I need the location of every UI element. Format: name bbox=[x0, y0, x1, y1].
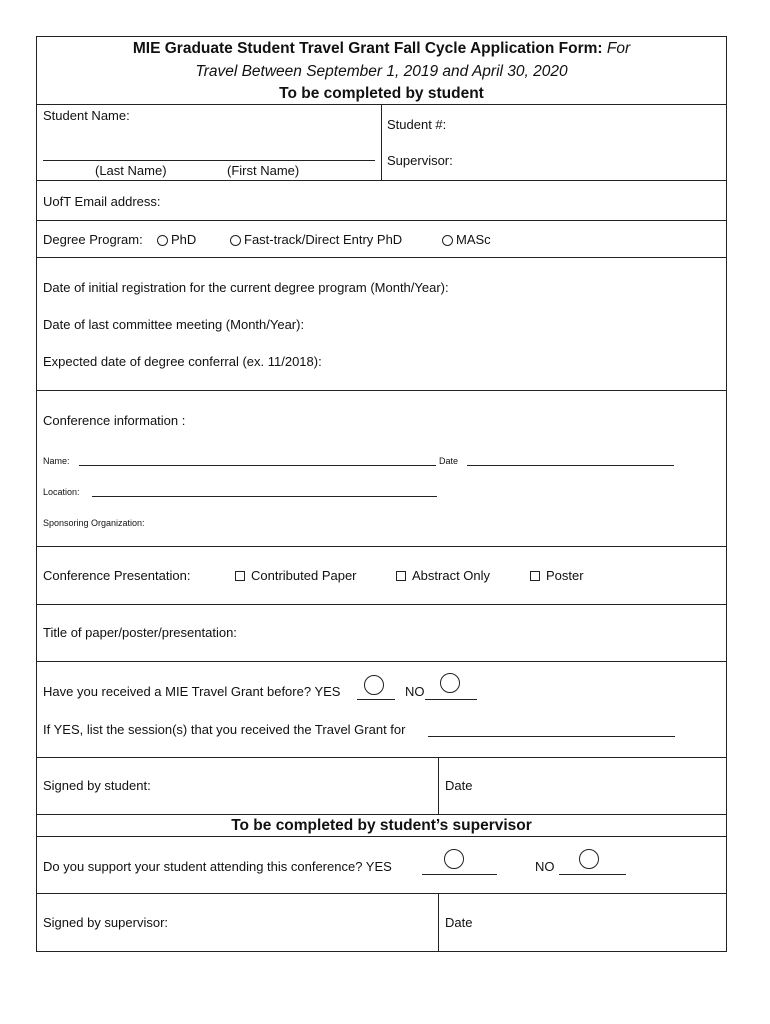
conference-name-label: Name: bbox=[43, 456, 70, 466]
conference-location-field[interactable] bbox=[92, 496, 437, 497]
presentation-label: Conference Presentation: bbox=[43, 568, 191, 583]
checkbox-icon bbox=[530, 571, 540, 581]
supervisor-yes-line bbox=[422, 874, 497, 875]
first-name-label: (First Name) bbox=[227, 163, 300, 178]
supervisor-support-question: Do you support your student attending this conference? YES bbox=[43, 859, 392, 874]
section-heading-supervisor: To be completed by student’s supervisor bbox=[231, 817, 532, 834]
presentation-option-abstract-only[interactable] bbox=[396, 568, 490, 584]
degree-option-phd[interactable] bbox=[157, 232, 196, 248]
supervisor-label: Supervisor: bbox=[387, 153, 453, 168]
dates-row bbox=[37, 258, 726, 391]
supervisor-signature-row bbox=[37, 894, 726, 952]
previous-grant-yes-radio[interactable] bbox=[364, 675, 384, 695]
radio-icon bbox=[157, 235, 168, 246]
supervisor-heading-row bbox=[37, 815, 726, 837]
previous-grant-sessions-field[interactable] bbox=[428, 736, 675, 737]
radio-icon bbox=[230, 235, 241, 246]
student-signature-date-label: Date bbox=[445, 778, 473, 793]
presentation-option-label: Contributed Paper bbox=[251, 568, 357, 583]
student-number-label: Student #: bbox=[387, 117, 447, 132]
section-heading-student: To be completed by student bbox=[279, 85, 484, 102]
divider bbox=[438, 894, 439, 952]
degree-option-label: MASc bbox=[456, 232, 491, 247]
radio-icon bbox=[442, 235, 453, 246]
supervisor-no-line bbox=[559, 874, 626, 875]
conference-name-field[interactable] bbox=[79, 465, 436, 466]
divider bbox=[381, 105, 382, 180]
conference-heading: Conference information : bbox=[43, 413, 186, 428]
student-name-field[interactable] bbox=[43, 160, 375, 161]
previous-grant-followup: If YES, list the session(s) that you received the Travel Grant for bbox=[43, 722, 406, 737]
supervisor-yes-radio[interactable] bbox=[444, 849, 464, 869]
degree-label: Degree Program: bbox=[43, 232, 143, 247]
email-row bbox=[37, 181, 726, 221]
previous-grant-no-label: NO bbox=[405, 684, 425, 699]
supervisor-signature-label: Signed by supervisor: bbox=[43, 915, 169, 930]
supervisor-no-radio[interactable] bbox=[579, 849, 599, 869]
last-name-label: (Last Name) bbox=[95, 163, 167, 178]
form-title bbox=[37, 39, 726, 59]
conference-date-label: Date bbox=[439, 456, 459, 466]
application-form bbox=[36, 36, 727, 952]
title-bold: MIE Graduate Student Travel Grant Fall Cycle Application Form: bbox=[132, 40, 603, 57]
degree-row bbox=[37, 221, 726, 258]
supervisor-support-row bbox=[37, 837, 726, 894]
conference-date-field[interactable] bbox=[467, 465, 674, 466]
degree-option-label: PhD bbox=[171, 232, 197, 247]
student-signature-row bbox=[37, 758, 726, 815]
degree-option-masc[interactable] bbox=[442, 232, 491, 248]
checkbox-icon bbox=[396, 571, 406, 581]
student-name-row bbox=[37, 105, 726, 181]
previous-grant-yes-line bbox=[357, 699, 395, 700]
divider bbox=[438, 758, 439, 814]
presentation-option-contributed-paper[interactable] bbox=[235, 568, 357, 584]
previous-grant-row bbox=[37, 662, 726, 758]
paper-title-row bbox=[37, 605, 726, 662]
conference-location-label: Location: bbox=[43, 487, 80, 497]
title-italic-for: For bbox=[606, 40, 631, 57]
previous-grant-no-radio[interactable] bbox=[440, 673, 460, 693]
presentation-row bbox=[37, 547, 726, 605]
presentation-option-label: Poster bbox=[546, 568, 584, 583]
title-travel-dates: Travel Between September 1, 2019 and April 30, 2020 bbox=[195, 63, 568, 80]
sponsor-label: Sponsoring Organization: bbox=[43, 518, 145, 528]
student-name-label: Student Name: bbox=[43, 108, 130, 123]
degree-option-fast-track[interactable] bbox=[230, 232, 402, 248]
presentation-option-poster[interactable] bbox=[530, 568, 584, 584]
previous-grant-no-line bbox=[425, 699, 477, 700]
supervisor-signature-date-label: Date bbox=[445, 915, 473, 930]
paper-title-label: Title of paper/poster/presentation: bbox=[43, 625, 237, 640]
presentation-option-label: Abstract Only bbox=[412, 568, 491, 583]
student-signature-label: Signed by student: bbox=[43, 778, 151, 793]
expected-conferral-label: Expected date of degree conferral (ex. 11/2018): bbox=[43, 354, 322, 369]
previous-grant-question: Have you received a MIE Travel Grant before? YES bbox=[43, 684, 341, 699]
last-committee-label: Date of last committee meeting (Month/Year): bbox=[43, 317, 305, 332]
form-header bbox=[37, 37, 726, 105]
checkbox-icon bbox=[235, 571, 245, 581]
email-label: UofT Email address: bbox=[43, 194, 161, 209]
conference-row bbox=[37, 391, 726, 547]
degree-option-label: Fast-track/Direct Entry PhD bbox=[244, 232, 403, 247]
supervisor-no-label: NO bbox=[535, 859, 555, 874]
initial-registration-label: Date of initial registration for the current degree program (Month/Year): bbox=[43, 280, 449, 295]
